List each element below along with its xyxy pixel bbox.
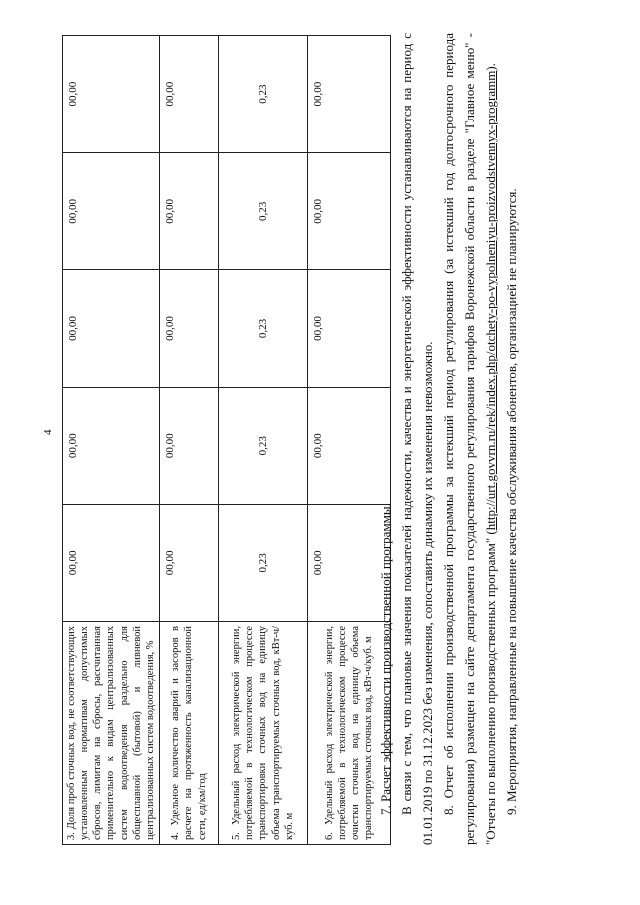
indicator-value: 00,00 [160,153,219,270]
table-row [219,36,308,845]
indicator-value: 00,00 [160,270,219,387]
indicator-value: 00,00 [308,270,391,387]
indicator-name: 3. Доля проб сточных вод, не соответствующих установленным нормативам допустимых сбросов, лимитам на сбросы, рассчитанная применительно к видам централизованных систем водоотведения раздельно для общесплавной (бытовой) и ливневой централизованных систем водоотведения, % [63,622,160,845]
indicator-value: 00,00 [63,153,160,270]
report-link[interactable]: http://urt.govvrn.ru/rek/index.php/otchety-po-vypolneniyu-proizvodstvennyx-programm [483,70,498,531]
section-8-paragraph [438,33,501,845]
indicator-value: 00,00 [63,270,160,387]
indicator-value: 00,00 [160,36,219,153]
indicator-value: 00,00 [63,36,160,153]
indicators-table [62,35,391,845]
table-row [63,36,160,845]
indicator-name: 6. Удельный расход электрической энергии, потребляемой в технологическом процессе очистки сточных вод на единицу объема транспортируемых сточных вод, кВт-ч/куб. м [308,622,391,845]
indicator-value: 00,00 [63,504,160,621]
indicator-value: 0,23 [219,387,308,504]
indicator-name: 5. Удельный расход электрической энергии, потребляемой в технологическом процессе транспортировки сточных вод на единицу объема транспортируемых сточных вод, кВт-ч/куб. м [219,622,308,845]
indicator-value: 0,23 [219,504,308,621]
section-7-heading: 7. Расчет эффективности производственной программы. [378,503,393,815]
indicator-value: 00,00 [160,387,219,504]
indicator-value: 00,00 [308,36,391,153]
indicator-name: 4. Удельное количество аварий и засоров в расчете на протяженность канализационной сети, ед/км/год [160,622,219,845]
indicator-value: 0,23 [219,153,308,270]
body-text [375,33,522,845]
page-number: 4 [42,429,54,435]
indicator-value: 00,00 [308,504,391,621]
section-7-paragraph: В связи с тем, что плановые значения показателей надежности, качества и энергетической эффективности устанавливаются на период с 01.01.2019 по 31.12.2023 без изменения, сопоставить динамику их изменения невозможно. [399,33,435,845]
indicator-value: 00,00 [308,387,391,504]
indicator-value: 0,23 [219,270,308,387]
indicator-value: 0,23 [219,36,308,153]
indicator-value: 00,00 [160,504,219,621]
section-9-paragraph: 9. Мероприятия, направленные на повышение качества обслуживания абонентов, организацией не планируются. [504,188,519,815]
indicator-value: 00,00 [63,387,160,504]
indicator-value: 00,00 [308,153,391,270]
section-8-text-end: ). [483,63,498,71]
section-8-text: 8. Отчет об исполнении производственной программы за истекший период регулирования (за истекший год долгосрочного периода регулирования) размещен на сайте департамента государственного регулирования тарифов Воронежской области в разделе "Главное меню" - "Отчеты по выполнению производственных программ" ( [441,33,498,845]
table-row [160,36,219,845]
